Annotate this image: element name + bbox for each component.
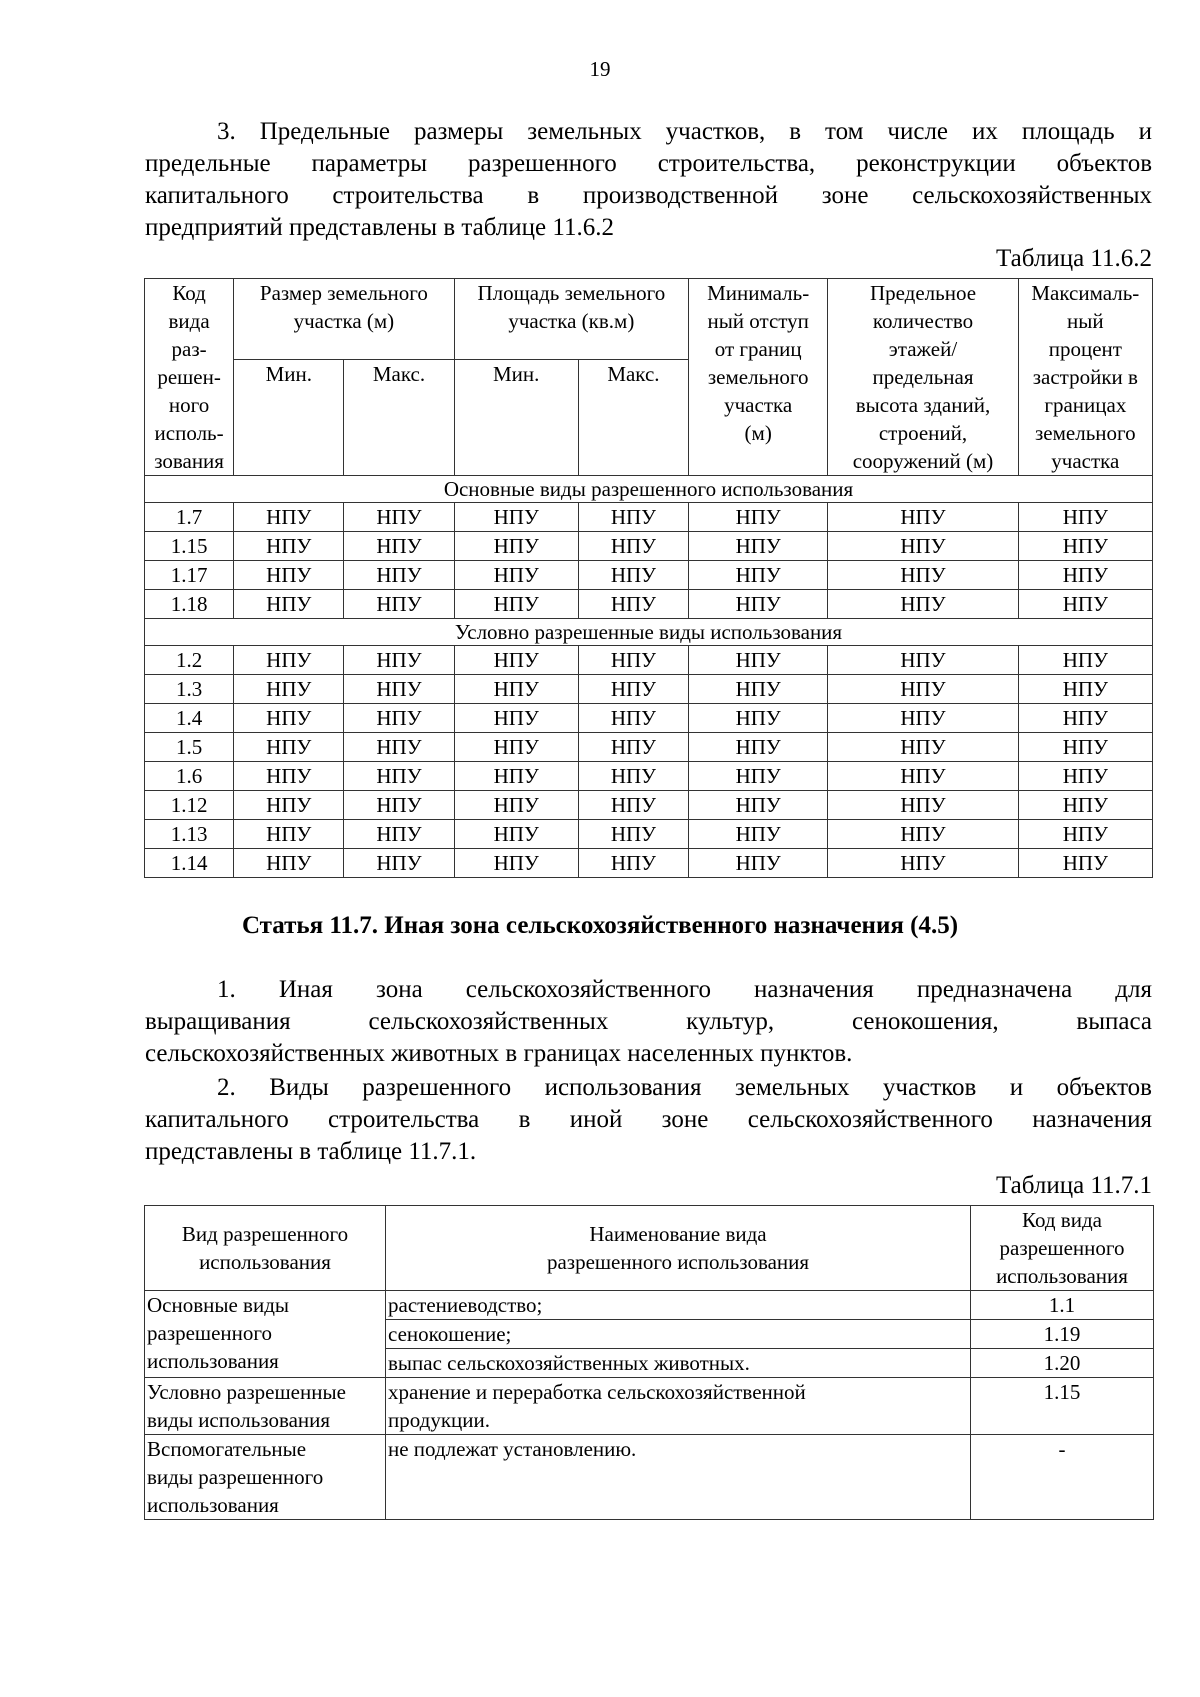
use-code-cell: 1.12: [145, 791, 234, 820]
para-line: представлены в таблице 11.7.1.: [145, 1138, 477, 1165]
value-cell: НПУ: [578, 646, 688, 675]
para-line: 2. Виды разрешенного использования земельных участков и объектов: [217, 1074, 1152, 1101]
value-cell: НПУ: [689, 733, 828, 762]
value-cell: НПУ: [828, 590, 1018, 619]
paragraph-3-limits: [145, 116, 1152, 244]
use-code-cell: 1.14: [145, 849, 234, 878]
value-cell: НПУ: [234, 590, 344, 619]
value-cell: НПУ: [828, 561, 1018, 590]
header-plot-area: Площадь земельного участка (кв.м): [454, 279, 688, 360]
paragraph-2-uses: [145, 1072, 1152, 1168]
use-code: 1.19: [971, 1320, 1154, 1349]
value-cell: НПУ: [828, 733, 1018, 762]
value-cell: НПУ: [1018, 561, 1152, 590]
value-cell: НПУ: [234, 704, 344, 733]
value-cell: НПУ: [578, 762, 688, 791]
value-cell: НПУ: [344, 820, 454, 849]
value-cell: НПУ: [689, 532, 828, 561]
table-row: [145, 503, 1153, 532]
value-cell: НПУ: [578, 503, 688, 532]
use-code-cell: 1.13: [145, 820, 234, 849]
value-cell: НПУ: [828, 503, 1018, 532]
value-cell: НПУ: [454, 704, 578, 733]
use-name: растениеводство;: [386, 1291, 971, 1320]
para-line: капитального строительства в производственной зоне сельскохозяйственных: [145, 182, 1152, 209]
value-cell: НПУ: [689, 646, 828, 675]
use-code: 1.20: [971, 1349, 1154, 1378]
header-use-code: Код вида разрешенного использования: [971, 1206, 1154, 1291]
value-cell: НПУ: [689, 503, 828, 532]
value-cell: НПУ: [234, 762, 344, 791]
value-cell: НПУ: [578, 675, 688, 704]
use-code-cell: 1.15: [145, 532, 234, 561]
value-cell: НПУ: [344, 646, 454, 675]
table-row: [145, 733, 1153, 762]
table-row: [145, 849, 1153, 878]
value-cell: НПУ: [344, 590, 454, 619]
header-plot-size: Размер земельного участка (м): [234, 279, 454, 360]
article-heading: Статья 11.7. Иная зона сельскохозяйственного назначения (4.5): [241, 912, 959, 939]
value-cell: НПУ: [689, 675, 828, 704]
value-cell: НПУ: [234, 675, 344, 704]
value-cell: НПУ: [234, 561, 344, 590]
page-number: 19: [589, 57, 611, 81]
value-cell: НПУ: [578, 791, 688, 820]
use-code-cell: 1.4: [145, 704, 234, 733]
group-label-auxiliary: Вспомогательные виды разрешенного использования: [145, 1435, 386, 1520]
para-line: предприятий представлены в таблице 11.6.2: [145, 214, 614, 241]
value-cell: НПУ: [454, 590, 578, 619]
value-cell: НПУ: [1018, 762, 1152, 791]
value-cell: НПУ: [1018, 820, 1152, 849]
value-cell: НПУ: [828, 820, 1018, 849]
value-cell: НПУ: [234, 791, 344, 820]
value-cell: НПУ: [344, 561, 454, 590]
group-label-conditional: Условно разрешенные виды использования: [145, 1378, 386, 1435]
use-code: 1.15: [971, 1378, 1154, 1435]
value-cell: НПУ: [689, 849, 828, 878]
value-cell: НПУ: [828, 532, 1018, 561]
para-line: 1. Иная зона сельскохозяйственного назначения предназначена для: [217, 976, 1152, 1003]
group-label-main: Основные виды разрешенного использования: [145, 1291, 386, 1378]
table-row: [145, 646, 1153, 675]
value-cell: НПУ: [1018, 675, 1152, 704]
value-cell: НПУ: [454, 532, 578, 561]
value-cell: НПУ: [578, 820, 688, 849]
table-row: [145, 590, 1153, 619]
value-cell: НПУ: [454, 849, 578, 878]
value-cell: НПУ: [578, 532, 688, 561]
table-row: [145, 561, 1153, 590]
value-cell: НПУ: [1018, 590, 1152, 619]
header-size-min: Мин.: [234, 360, 344, 476]
value-cell: НПУ: [689, 762, 828, 791]
header-size-max: Макс.: [344, 360, 454, 476]
value-cell: НПУ: [344, 704, 454, 733]
value-cell: НПУ: [234, 532, 344, 561]
table-11-7-1: [144, 1205, 1154, 1520]
value-cell: НПУ: [454, 820, 578, 849]
value-cell: НПУ: [828, 762, 1018, 791]
value-cell: НПУ: [578, 733, 688, 762]
value-cell: НПУ: [234, 503, 344, 532]
value-cell: НПУ: [454, 733, 578, 762]
value-cell: НПУ: [828, 791, 1018, 820]
header-area-max: Макс.: [578, 360, 688, 476]
table-11-6-2: [144, 278, 1153, 878]
use-code-cell: 1.17: [145, 561, 234, 590]
value-cell: НПУ: [234, 733, 344, 762]
use-code-cell: 1.18: [145, 590, 234, 619]
table-row: [145, 820, 1153, 849]
use-name: сенокошение;: [386, 1320, 971, 1349]
value-cell: НПУ: [344, 532, 454, 561]
use-code: 1.1: [971, 1291, 1154, 1320]
value-cell: НПУ: [454, 561, 578, 590]
value-cell: НПУ: [1018, 646, 1152, 675]
value-cell: НПУ: [689, 820, 828, 849]
table-row: [145, 762, 1153, 791]
use-name: выпас сельскохозяйственных животных.: [386, 1349, 971, 1378]
use-code-cell: 1.6: [145, 762, 234, 791]
table-row: [145, 675, 1153, 704]
use-code: -: [971, 1435, 1154, 1520]
value-cell: НПУ: [454, 646, 578, 675]
use-name: не подлежат установлению.: [386, 1435, 971, 1520]
table-row: [145, 791, 1153, 820]
section-title: Основные виды разрешенного использования: [145, 476, 1153, 503]
value-cell: НПУ: [344, 849, 454, 878]
value-cell: НПУ: [828, 675, 1018, 704]
table-row: [145, 704, 1153, 733]
value-cell: НПУ: [578, 561, 688, 590]
header-floors: Предельное количество этажей/ предельная высота зданий, строений, сооружений (м): [828, 279, 1018, 476]
paragraph-1-zone: [145, 974, 1152, 1070]
use-code-cell: 1.3: [145, 675, 234, 704]
value-cell: НПУ: [828, 704, 1018, 733]
header-area-min: Мин.: [454, 360, 578, 476]
value-cell: НПУ: [344, 675, 454, 704]
value-cell: НПУ: [454, 762, 578, 791]
value-cell: НПУ: [344, 791, 454, 820]
value-cell: НПУ: [828, 849, 1018, 878]
value-cell: НПУ: [689, 561, 828, 590]
value-cell: НПУ: [828, 646, 1018, 675]
value-cell: НПУ: [689, 704, 828, 733]
use-code-cell: 1.7: [145, 503, 234, 532]
value-cell: НПУ: [1018, 532, 1152, 561]
header-setback: Минималь- ный отступ от границ земельного участка (м): [689, 279, 828, 476]
header-coverage: Максималь- ный процент застройки в границах земельного участка: [1018, 279, 1152, 476]
value-cell: НПУ: [578, 590, 688, 619]
value-cell: НПУ: [344, 733, 454, 762]
value-cell: НПУ: [689, 590, 828, 619]
value-cell: НПУ: [344, 503, 454, 532]
use-code-cell: 1.2: [145, 646, 234, 675]
value-cell: НПУ: [1018, 849, 1152, 878]
value-cell: НПУ: [578, 849, 688, 878]
value-cell: НПУ: [234, 820, 344, 849]
para-line: капитального строительства в иной зоне сельскохозяйственного назначения: [145, 1106, 1152, 1133]
value-cell: НПУ: [234, 849, 344, 878]
value-cell: НПУ: [1018, 704, 1152, 733]
para-line: предельные параметры разрешенного строительства, реконструкции объектов: [145, 150, 1152, 177]
value-cell: НПУ: [689, 791, 828, 820]
value-cell: НПУ: [1018, 791, 1152, 820]
header-use-name: Наименование вида разрешенного использования: [386, 1206, 971, 1291]
use-name: хранение и переработка сельскохозяйственной продукции.: [386, 1378, 971, 1435]
value-cell: НПУ: [454, 791, 578, 820]
section-title: Условно разрешенные виды использования: [145, 619, 1153, 646]
value-cell: НПУ: [344, 762, 454, 791]
value-cell: НПУ: [578, 704, 688, 733]
value-cell: НПУ: [1018, 503, 1152, 532]
table-caption-11-6-2: Таблица 11.6.2: [996, 245, 1152, 272]
table-row: [145, 532, 1153, 561]
value-cell: НПУ: [1018, 733, 1152, 762]
table-caption-11-7-1: Таблица 11.7.1: [996, 1172, 1152, 1199]
value-cell: НПУ: [234, 646, 344, 675]
value-cell: НПУ: [454, 675, 578, 704]
header-use-type: Вид разрешенного использования: [145, 1206, 386, 1291]
value-cell: НПУ: [454, 503, 578, 532]
para-line: выращивания сельскохозяйственных культур, сенокошения, выпаса: [145, 1008, 1152, 1035]
para-line: сельскохозяйственных животных в границах населенных пунктов.: [145, 1040, 853, 1067]
para-line: 3. Предельные размеры земельных участков, в том числе их площадь и: [217, 118, 1152, 145]
header-code: Код вида раз- решен- ного исполь- зования: [145, 279, 234, 476]
use-code-cell: 1.5: [145, 733, 234, 762]
